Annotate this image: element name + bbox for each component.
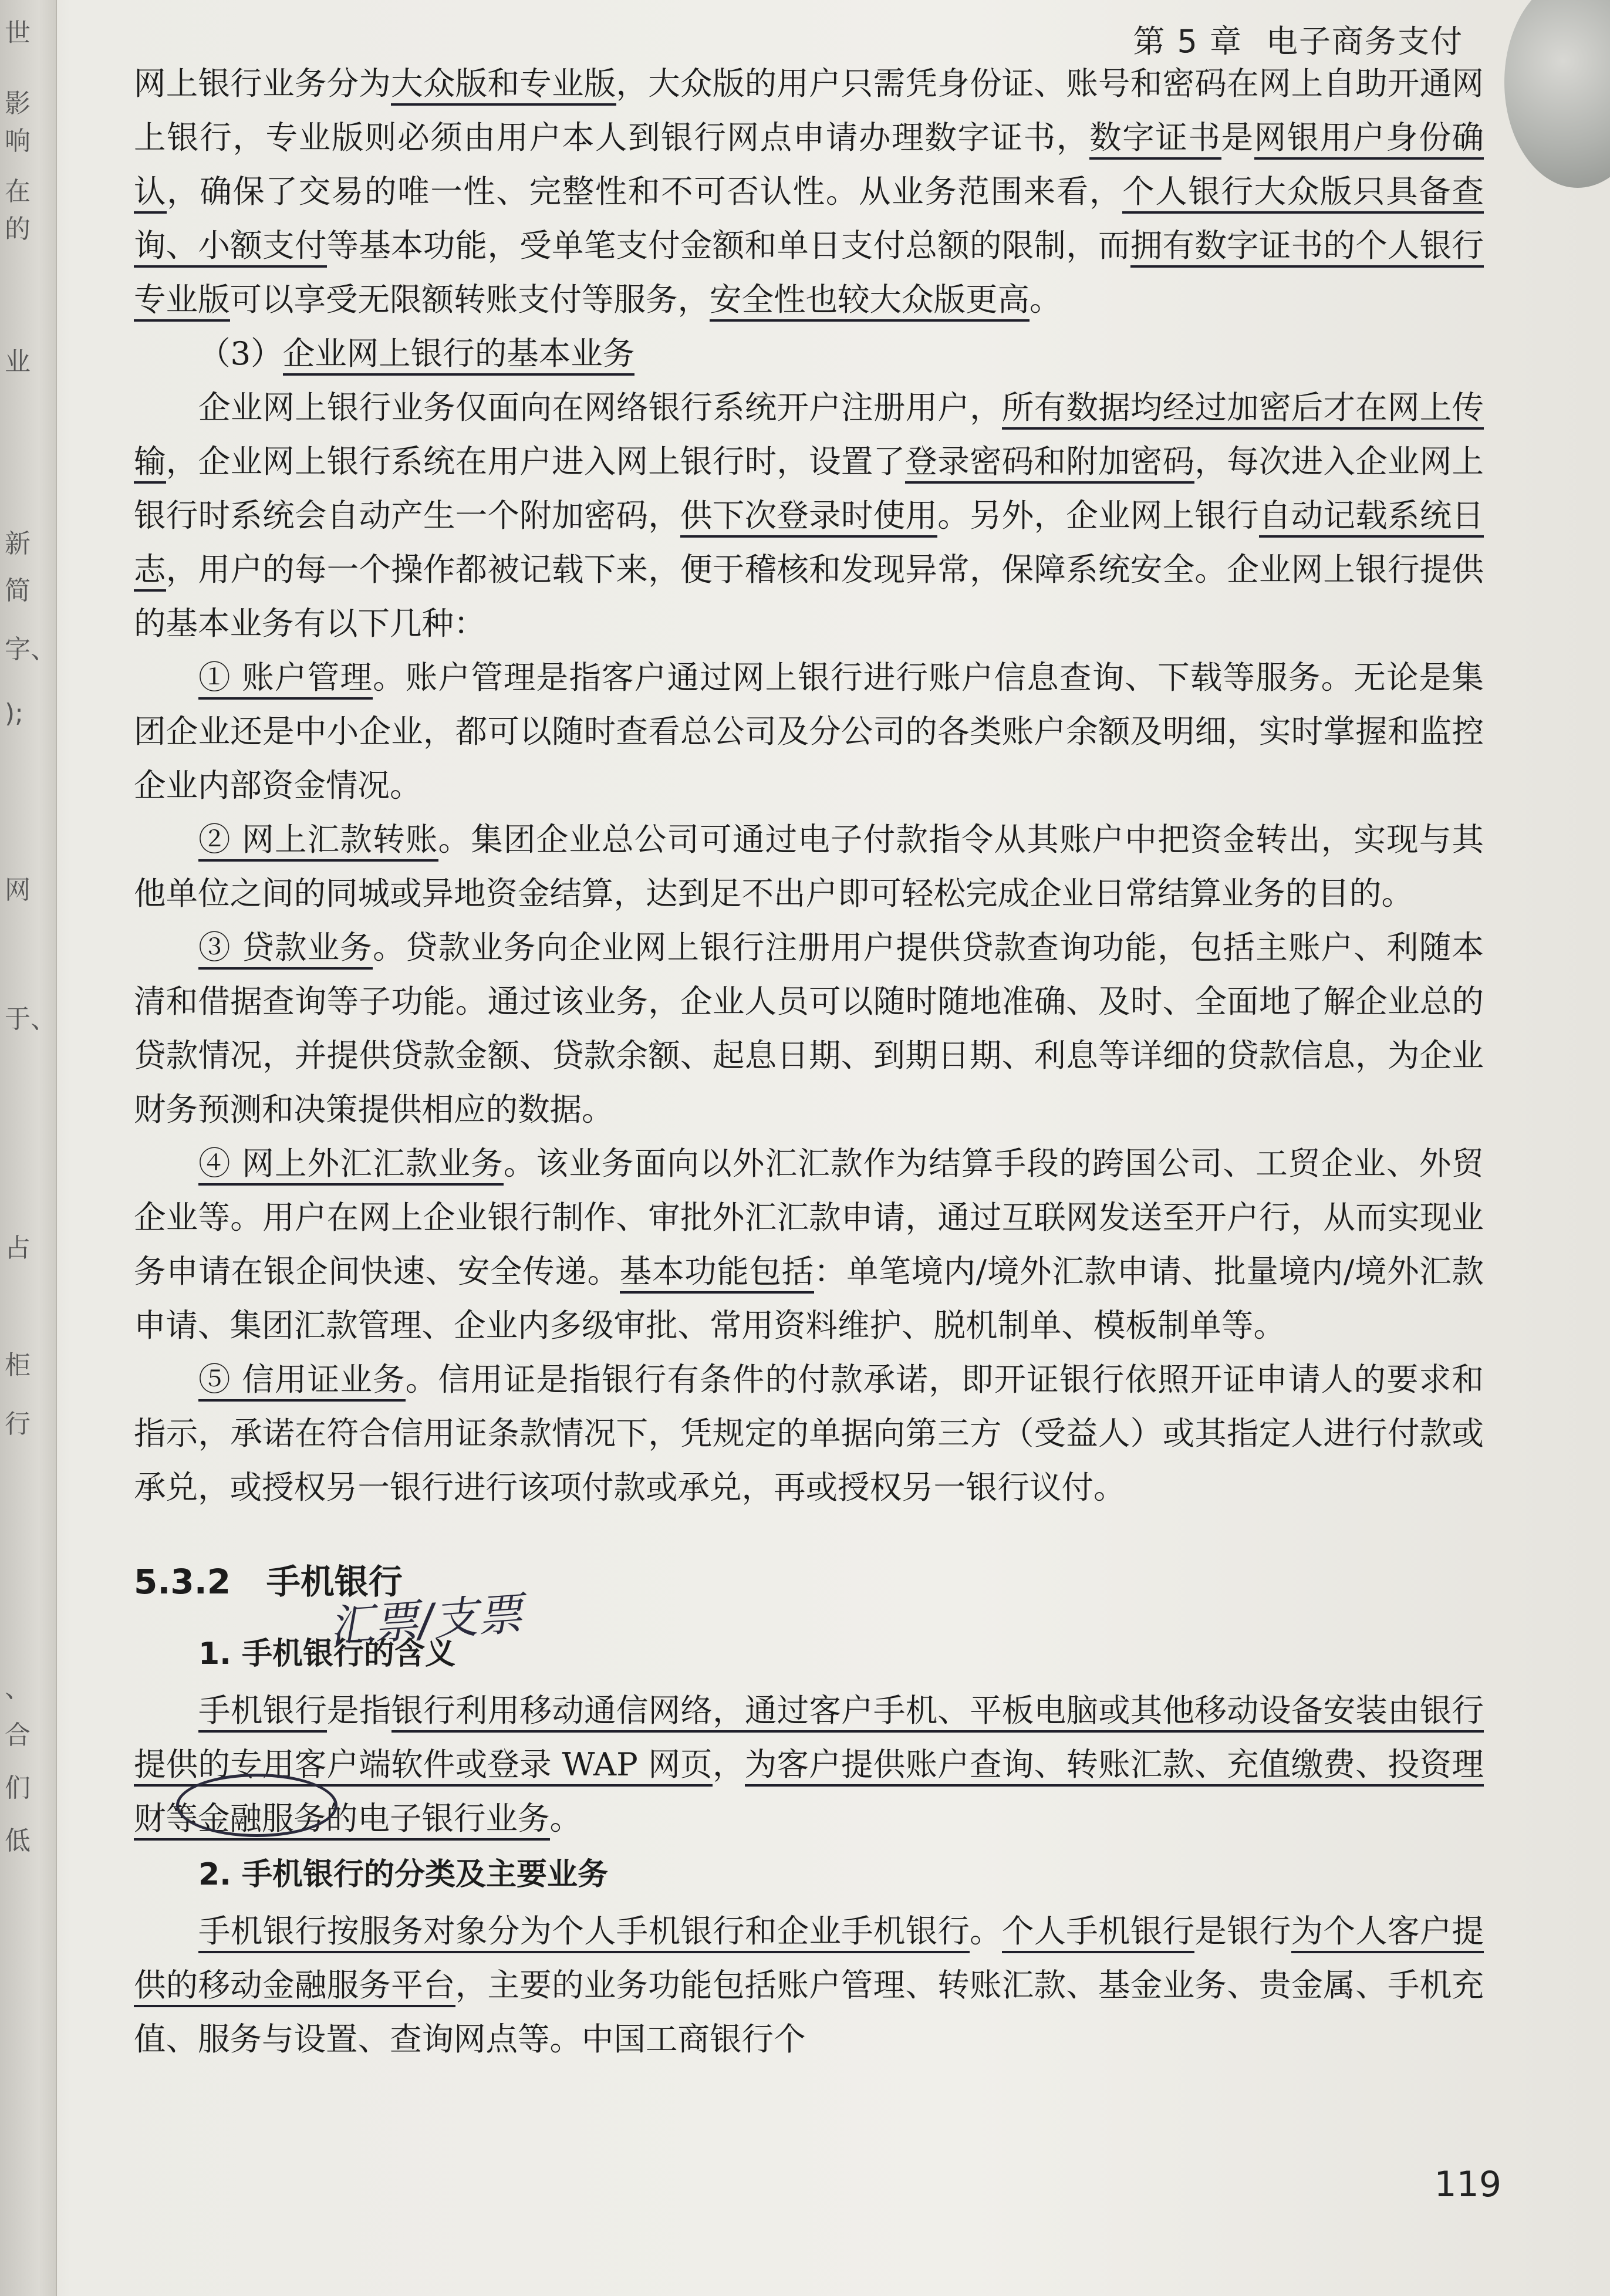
margin-fragment: ); [5,698,23,728]
margin-fragment: 网 [5,875,31,905]
running-header [1133,16,1463,62]
list-item-foreign-remittance: ④ 网上外汇汇款业务。该业务面向以外汇汇款作为结算手段的跨国公司、工贸企业、外贸企业等。用户在网上企业银行制作、审批外汇汇款申请，通过互联网发送至开户行，从而实现业务申请在银企间快速、安全传递。基本功能包括：单笔境内/境外汇款申请、批量境内/境外汇款申请、集团汇款管理、企业内多级审批、常用资料维护、脱机制单、模板制单等。 [134,1144,1484,1344]
subsection-heading-3: （3）企业网上银行的基本业务 [134,326,1484,380]
margin-fragment: 柜 [5,1350,31,1380]
margin-fragment: 占 [5,1233,31,1263]
item-title: ④ 网上外汇汇款业务 [198,1144,504,1186]
paragraph-enterprise-banking: 企业网上银行业务仅面向在网络银行系统开户注册用户，所有数据均经过加密后才在网上传输，企业网上银行系统在用户进入网上银行时，设置了登录密码和附加密码，每次进入企业网上银行时系统会自动产生一个附加密码，供下次登录时使用。另外，企业网上银行自动记载系统日志，用户的每一个操作都被记载下来，便于稽核和发现异常，保障系统安全。企业网上银行提供的基本业务有以下几种： [134,389,1484,642]
margin-fragment: 业 [5,347,31,377]
underline-mark: 登录密码和附加密码 [905,443,1194,484]
underline-mark: 大众版和专业版 [391,65,616,106]
margin-fragment: 在的 [5,177,31,244]
margin-fragment: 合 [5,1720,31,1750]
list-item-letter-of-credit: ⑤ 信用证业务。信用证是指银行有条件的付款承诺，即开证银行依照开证申请人的要求和指示，承诺在符合信用证条款情况下，凭规定的单据向第三方（受益人）或其指定人进行付款或承兑，或授权另一银行进行该项付款或承兑，再或授权另一银行议付。 [134,1360,1484,1506]
globe-decoration-icon [1504,0,1610,188]
underline-mark: 手机银行按服务对象分为个人手机银行和企业手机银行 [198,1912,970,1953]
section-title: 手机银行 [266,1562,403,1602]
chapter-title: 电子商务支付 [1266,23,1463,60]
subsection-heading-meaning: 1. 手机银行的含义 [198,1636,456,1672]
underline-mark: 个人手机银行 [1002,1912,1195,1953]
underline-mark: 供下次登录时使用 [680,497,937,538]
pen-circle-mark [176,1774,337,1837]
margin-fragment: 世 [5,18,31,48]
underline-mark: 手机银行 [198,1691,327,1733]
underline-mark: 银行利用移动通信网络，通过客户手机、平板电脑或其他移动设备安装由银行提供的专用客户端软件或登录 WAP 网页 [134,1691,1484,1787]
underline-mark: 基本功能包括 [620,1252,814,1294]
item-title: ① 账户管理 [198,659,373,700]
underline-mark: 为客户提供账户查询、转账汇款、充值缴费、投资理财等金融服务的电子银行业务 [134,1745,1484,1841]
margin-fragment: 们 [5,1773,31,1803]
list-item-account-management: ① 账户管理。账户管理是指客户通过网上银行进行账户信息查询、下载等服务。无论是集团企业还是中小企业，都可以随时查看总公司及分公司的各类账户余额及明细，实时掌握和监控企业内部资金情况。 [134,659,1484,804]
underline-mark: 自动记载系统日志 [134,497,1484,592]
list-item-loan-business: ③ 贷款业务。贷款业务向企业网上银行注册用户提供贷款查询功能，包括主账户、利随本清和借据查询等子功能。通过该业务，企业人员可以随时随地准确、及时、全面地了解企业总的贷款情况，并提供贷款金额、贷款余额、起息日期、到期日期、利息等详细的贷款信息，为企业财务预测和决策提供相应的数据。 [134,928,1484,1128]
chapter-number: 第 5 章 [1133,23,1243,60]
paragraph-mobile-banking-classification: 手机银行按服务对象分为个人手机银行和企业手机银行。个人手机银行是银行为个人客户提供的移动金融服务平台，主要的业务功能包括账户管理、转账汇款、基金业务、贵金属、手机充值、服务与设置、查询网点等。中国工商银行个 [134,1912,1484,2058]
underline-mark: 个人银行大众版只具备查询、小额支付 [134,173,1484,268]
list-item-online-remittance: ② 网上汇款转账。集团企业总公司可通过电子付款指令从其账户中把资金转出，实现与其他单位之间的同城或异地资金结算，达到足不出户即可轻松完成企业日常结算业务的目的。 [134,821,1484,912]
underline-mark: 数字证书 [1089,119,1221,160]
item-title: ③ 贷款业务 [198,928,373,970]
underline-mark: 网银用户身份确认 [134,119,1484,214]
paragraph-online-banking-versions: 网上银行业务分为大众版和专业版，大众版的用户只需凭身份证、账号和密码在网上自助开通网上银行，专业版则必须由用户本人到银行网点申请办理数字证书，数字证书是网银用户身份确认，确保了交易的唯一性、完整性和不可否认性。从业务范围来看，个人银行大众版只具备查询、小额支付等基本功能，受单笔支付金额和单日支付总额的限制，而拥有数字证书的个人银行专业版可以享受无限额转账支付等服务，安全性也较大众版更高。 [134,56,1484,326]
margin-fragment: 于、 [5,1004,56,1034]
underline-mark: 安全性也较大众版更高 [710,281,1030,322]
margin-fragment: 影响 [5,89,31,156]
underline-mark: 拥有数字证书的个人银行专业版 [134,227,1484,322]
paragraph-mobile-banking-definition: 手机银行是指银行利用移动通信网络，通过客户手机、平板电脑或其他移动设备安装由银行提供的专用客户端软件或登录 WAP 网页，为客户提供账户查询、转账汇款、充值缴费、投资理财等金融服务的电子银行业务。 [134,1683,1484,1845]
margin-fragment: 、 [5,1673,31,1703]
margin-fragment: 简 [5,576,31,606]
handwritten-note: 汇票/支票 [327,1587,524,1653]
item-title: ⑤ 信用证业务 [198,1360,406,1402]
margin-fragment: 行 [5,1409,31,1439]
subsection-heading-classification: 2. 手机银行的分类及主要业务 [198,1857,609,1892]
item-title: ② 网上汇款转账 [198,821,438,862]
margin-fragment: 低 [5,1826,31,1856]
underline-mark: 企业网上银行的基本业务 [283,335,635,376]
margin-fragment: 新 [5,529,31,559]
margin-fragment: 字、 [5,634,56,664]
page-body [134,56,1484,2066]
underline-mark: 所有数据均经过加密后才在网上传输 [134,389,1484,484]
section-number: 5.3.2 [134,1562,231,1602]
underline-mark: 为个人客户提供的移动金融服务平台 [134,1912,1484,2007]
facing-page-edge [0,0,57,2296]
page-number: 119 [1434,2164,1501,2205]
